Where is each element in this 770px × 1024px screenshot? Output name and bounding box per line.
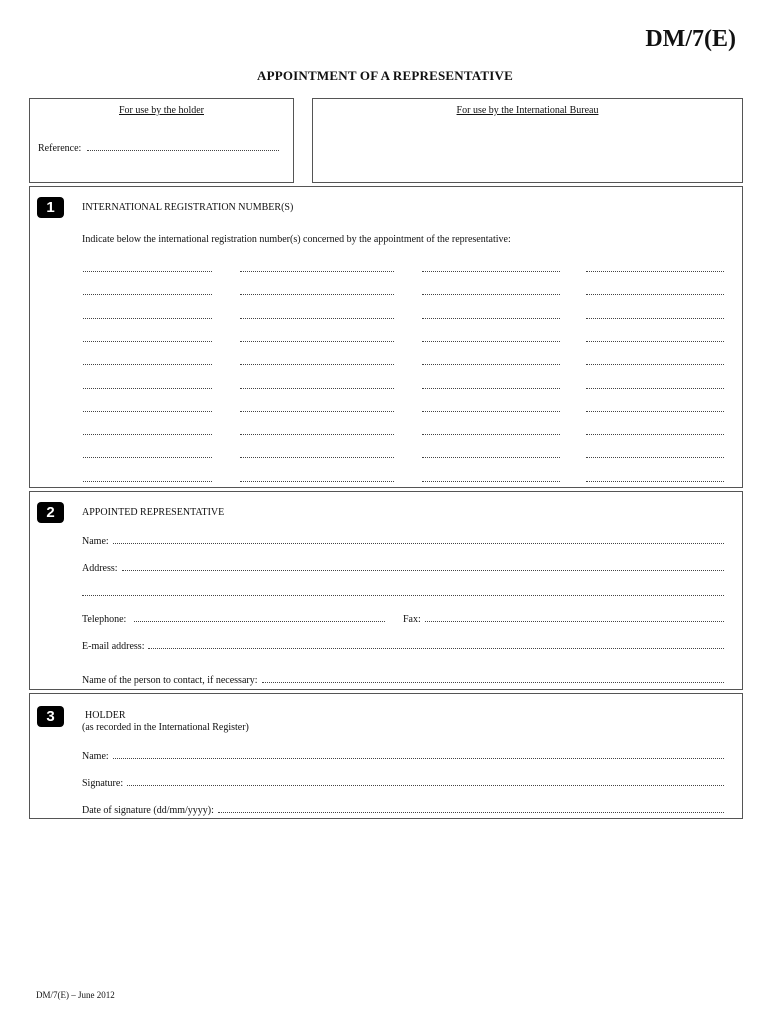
section-2-badge: 2 xyxy=(37,502,64,523)
bureau-use-heading: For use by the International Bureau xyxy=(456,105,599,116)
section-2-title: APPOINTED REPRESENTATIVE xyxy=(82,507,225,518)
registration-number-field[interactable] xyxy=(422,434,560,435)
registration-number-field[interactable] xyxy=(83,341,212,342)
registration-number-field[interactable] xyxy=(240,411,394,412)
registration-number-field[interactable] xyxy=(83,294,212,295)
registration-number-field[interactable] xyxy=(586,341,724,342)
registration-number-field[interactable] xyxy=(422,364,560,365)
email-field[interactable] xyxy=(148,639,724,649)
signature-date-field[interactable] xyxy=(218,803,724,813)
telephone-field[interactable] xyxy=(134,612,385,622)
registration-number-field[interactable] xyxy=(422,318,560,319)
registration-number-field[interactable] xyxy=(586,388,724,389)
registration-number-field[interactable] xyxy=(422,271,560,272)
registration-number-field[interactable] xyxy=(586,481,724,482)
form-code: DM/7(E) xyxy=(645,26,736,52)
section-1-badge: 1 xyxy=(37,197,64,218)
registration-number-field[interactable] xyxy=(83,364,212,365)
registration-number-field[interactable] xyxy=(240,271,394,272)
section-3-subtitle: (as recorded in the International Register) xyxy=(82,722,249,733)
page-title: APPOINTMENT OF A REPRESENTATIVE xyxy=(256,68,513,83)
section-holder xyxy=(29,693,743,819)
contact-person-field[interactable] xyxy=(262,673,725,683)
representative-address-label: Address: xyxy=(82,563,118,574)
section-3-badge: 3 xyxy=(37,706,64,727)
registration-number-field[interactable] xyxy=(586,318,724,319)
registration-number-field[interactable] xyxy=(422,294,560,295)
signature-label: Signature: xyxy=(82,778,124,789)
registration-number-field[interactable] xyxy=(83,434,212,435)
registration-number-field[interactable] xyxy=(240,457,394,458)
registration-number-field[interactable] xyxy=(83,411,212,412)
section-appointed-representative xyxy=(29,491,743,690)
registration-number-field[interactable] xyxy=(240,364,394,365)
holder-name-label: Name: xyxy=(82,751,109,762)
fax-field[interactable] xyxy=(425,612,724,622)
registration-number-field[interactable] xyxy=(83,457,212,458)
holder-name-field[interactable] xyxy=(113,749,724,759)
fax-label: Fax: xyxy=(403,614,421,625)
representative-name-field[interactable] xyxy=(113,534,724,544)
registration-number-field[interactable] xyxy=(240,434,394,435)
reference-field[interactable] xyxy=(87,140,279,151)
holder-use-heading: For use by the holder xyxy=(119,105,204,116)
signature-date-label: Date of signature (dd/mm/yyyy): xyxy=(82,805,214,816)
registration-number-field[interactable] xyxy=(586,294,724,295)
signature-field[interactable] xyxy=(127,776,724,786)
registration-number-field[interactable] xyxy=(422,457,560,458)
registration-number-field[interactable] xyxy=(83,271,212,272)
section-1-instruction: Indicate below the international registration number(s) concerned by the appointment of the representative: xyxy=(82,234,511,245)
representative-name-label: Name: xyxy=(82,536,109,547)
registration-number-field[interactable] xyxy=(422,411,560,412)
representative-address-field-2[interactable] xyxy=(82,586,724,596)
registration-number-field[interactable] xyxy=(586,434,724,435)
bureau-use-box xyxy=(312,98,743,183)
email-label: E-mail address: xyxy=(82,641,145,652)
registration-number-field[interactable] xyxy=(422,388,560,389)
telephone-label: Telephone: xyxy=(82,614,127,625)
section-1-title: INTERNATIONAL REGISTRATION NUMBER(S) xyxy=(82,202,294,213)
reference-label: Reference: xyxy=(38,143,82,154)
registration-number-field[interactable] xyxy=(422,481,560,482)
registration-number-field[interactable] xyxy=(83,388,212,389)
registration-number-field[interactable] xyxy=(240,341,394,342)
registration-number-field[interactable] xyxy=(586,457,724,458)
registration-number-field[interactable] xyxy=(240,388,394,389)
representative-address-field[interactable] xyxy=(122,561,724,571)
registration-number-field[interactable] xyxy=(83,481,212,482)
registration-number-field[interactable] xyxy=(586,411,724,412)
footer-text: DM/7(E) – June 2012 xyxy=(36,990,115,1000)
registration-number-field[interactable] xyxy=(422,341,560,342)
registration-number-field[interactable] xyxy=(240,294,394,295)
registration-number-field[interactable] xyxy=(586,364,724,365)
registration-number-field[interactable] xyxy=(240,481,394,482)
section-registration-numbers xyxy=(29,186,743,488)
holder-use-box xyxy=(29,98,294,183)
section-3-title: HOLDER xyxy=(85,710,126,721)
registration-number-field[interactable] xyxy=(240,318,394,319)
registration-number-field[interactable] xyxy=(586,271,724,272)
registration-number-field[interactable] xyxy=(83,318,212,319)
contact-person-label: Name of the person to contact, if necessary: xyxy=(82,675,258,686)
